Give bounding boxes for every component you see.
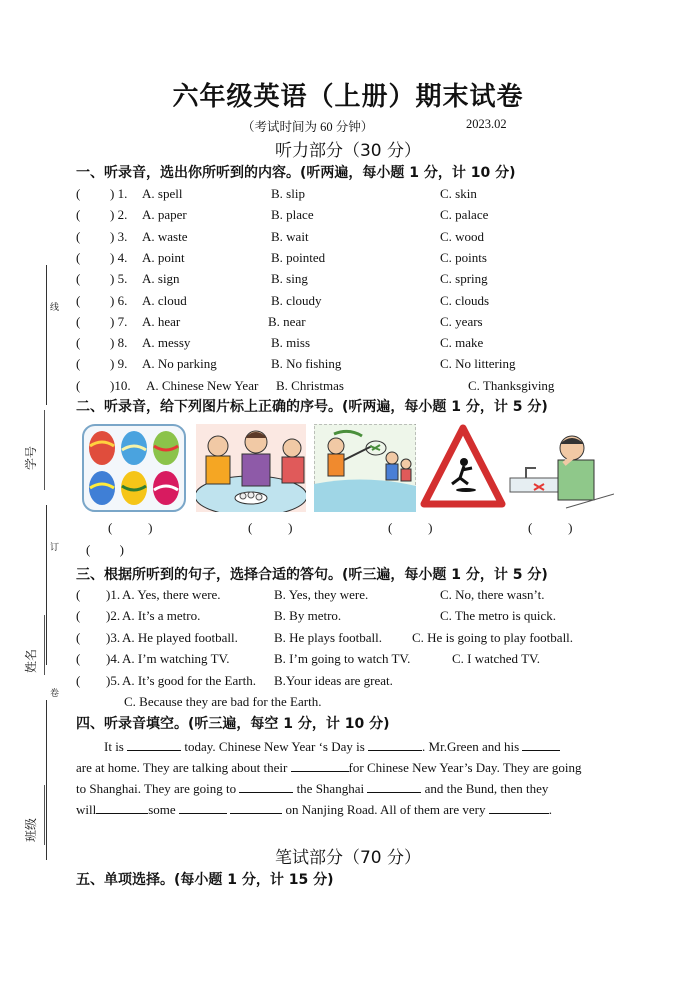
time-note: （考试时间为 60 分钟） (242, 120, 374, 134)
question-row (76, 587, 616, 608)
answer-paren[interactable]: ( (76, 271, 81, 287)
option-a[interactable]: A. No parking (142, 356, 217, 372)
question-number: )4. (106, 651, 121, 667)
option-a[interactable]: A. messy (142, 335, 191, 351)
option-c[interactable]: C. wood (440, 228, 485, 244)
option-a[interactable]: A. Yes, there were. (122, 587, 221, 602)
option-b[interactable]: B. He plays football. (274, 629, 382, 645)
answer-paren[interactable]: ( (76, 587, 81, 602)
question-number: )10. (110, 377, 131, 393)
section-4-passage: It is today. Chinese New Year ‘s Day is . Mr.Green and his are at home. They are talking about their for Chinese New Year’s Day. They are going to Shanghai. They are going to the Shanghai and the Bund, then they will some on Nanjing Road. All of them are very . (76, 739, 582, 817)
option-b[interactable]: B. pointed (271, 249, 326, 265)
option-c[interactable]: C. palace (440, 207, 489, 223)
option-c[interactable]: C. I watched TV. (452, 651, 540, 667)
option-c[interactable]: C. Thanksgiving (468, 377, 555, 393)
question-number: )5. (106, 672, 121, 688)
exam-date: 2023.02 (466, 117, 507, 131)
answer-paren[interactable]: ( (76, 313, 81, 329)
blank-2[interactable] (368, 738, 422, 751)
option-b[interactable]: B. wait (271, 228, 309, 244)
option-a[interactable]: A. sign (142, 271, 180, 287)
section-1-title: 一、听录音，选出你所听到的内容。(听两遍，每小题 1 分，计 10 分) (76, 165, 516, 181)
option-a[interactable]: A. It’s good for the Earth. (122, 672, 256, 688)
option-b[interactable]: B. Christmas (276, 377, 344, 393)
section-3-item-5-option-c: C. Because they are bad for the Earth. (124, 694, 322, 709)
question-number: ) 3. (110, 228, 128, 244)
answer-paren[interactable]: ( (76, 356, 81, 372)
blank-7[interactable] (96, 801, 148, 814)
binding-line (46, 700, 47, 860)
option-b[interactable]: B. By metro. (274, 608, 342, 624)
question-number: ) 6. (110, 292, 128, 308)
answer-paren[interactable]: ( (76, 292, 81, 308)
option-a[interactable]: A. He played football. (122, 629, 238, 645)
answer-paren[interactable]: ( (76, 228, 81, 244)
option-c[interactable]: C. years (440, 313, 483, 329)
option-b[interactable]: B. sing (271, 271, 308, 287)
question-row (76, 250, 616, 271)
option-c[interactable]: C. clouds (440, 292, 490, 308)
writing-part-title: 笔试部分（70 分） (274, 848, 422, 868)
binding-line (46, 505, 47, 665)
question-row (76, 335, 616, 356)
answer-paren-2[interactable]: ( ) (248, 520, 293, 535)
picture-boy-fishing (314, 424, 416, 512)
option-c[interactable]: C. make (440, 335, 484, 351)
question-row (76, 630, 616, 651)
answer-paren[interactable]: ( (76, 651, 81, 667)
option-b[interactable]: B.Your ideas are great. (274, 672, 393, 688)
question-number: ) 4. (110, 249, 128, 265)
blank-8[interactable] (179, 801, 227, 814)
question-row (76, 271, 616, 292)
question-number: ) 9. (110, 356, 128, 372)
answer-paren[interactable]: ( (76, 186, 81, 201)
option-b[interactable]: B. Yes, they were. (274, 587, 369, 602)
binding-line (46, 265, 47, 405)
picture-man-at-sink (506, 424, 614, 512)
option-b[interactable]: B. slip (271, 186, 305, 201)
question-row (76, 673, 616, 694)
answer-paren-5[interactable]: ( ) (86, 542, 124, 557)
answer-paren-1[interactable]: ( ) (108, 520, 153, 535)
option-a[interactable]: A. Chinese New Year (146, 377, 259, 393)
question-row (76, 207, 616, 228)
option-b[interactable]: B. miss (271, 335, 311, 351)
blank-5[interactable] (239, 780, 293, 793)
option-b[interactable]: B. place (271, 207, 314, 223)
question-number: ) 5. (110, 271, 128, 287)
answer-paren[interactable]: ( (76, 672, 81, 688)
section-2-title: 二、听录音，给下列图片标上正确的序号。(听两遍，每小题 1 分，计 5 分) (76, 399, 548, 415)
exam-title: 六年级英语（上册）期末试卷 (172, 82, 524, 112)
option-a[interactable]: A. cloud (142, 292, 187, 308)
answer-paren[interactable]: ( (76, 377, 81, 393)
picture-family-dumplings (196, 424, 306, 512)
section-5-title: 五、单项选择。(每小题 1 分，计 15 分) (76, 872, 334, 888)
answer-paren-3[interactable]: ( ) (388, 520, 433, 535)
question-number: ) 7. (110, 313, 128, 329)
name-label: 姓名 (24, 648, 38, 673)
name-line (44, 615, 45, 675)
question-number: )3. (106, 629, 121, 645)
answer-paren[interactable]: ( (76, 207, 81, 223)
option-c[interactable]: C. He is going to play football. (412, 629, 574, 645)
question-row (76, 293, 616, 314)
question-number: ) 1. (110, 186, 128, 201)
binding-mark-xian: 线 (50, 303, 60, 313)
class-label: 班级 (24, 817, 38, 842)
option-c[interactable]: C. spring (440, 271, 488, 287)
question-number: )1. (106, 587, 121, 602)
option-a[interactable]: A. hear (142, 313, 181, 329)
picture-easter-eggs (82, 424, 186, 512)
option-a[interactable]: A. point (142, 249, 185, 265)
option-c[interactable]: C. points (440, 249, 487, 265)
picture-warning-sign (420, 424, 506, 512)
question-row (76, 356, 616, 377)
blank-3[interactable] (522, 738, 560, 751)
question-row (76, 314, 616, 335)
option-a[interactable]: A. waste (142, 228, 188, 244)
question-row (76, 186, 616, 207)
blank-9[interactable] (230, 801, 282, 814)
question-number: ) 2. (110, 207, 128, 223)
question-row (76, 229, 616, 250)
student-id-label: 学号 (24, 445, 38, 470)
blank-10[interactable] (489, 801, 549, 814)
question-number: ) 8. (110, 335, 128, 351)
option-b[interactable]: B. No fishing (271, 356, 342, 372)
answer-paren[interactable]: ( (76, 249, 81, 265)
answer-paren[interactable]: ( (76, 335, 81, 351)
class-line (44, 785, 45, 845)
answer-paren-4[interactable]: ( ) (528, 520, 573, 535)
question-row (76, 651, 616, 672)
listening-part-title: 听力部分（30 分） (274, 141, 422, 161)
option-c[interactable]: C. skin (440, 186, 477, 201)
option-a[interactable]: A. spell (142, 186, 183, 201)
option-b[interactable]: B. I’m going to watch TV. (274, 651, 411, 667)
student-id-line (44, 410, 45, 490)
answer-paren[interactable]: ( (76, 608, 81, 624)
question-number: )2. (106, 608, 121, 624)
question-row (76, 608, 616, 629)
option-c[interactable]: C. The metro is quick. (440, 608, 557, 624)
option-c[interactable]: C. No littering (440, 356, 516, 372)
binding-mark-ding: 订 (50, 543, 60, 553)
blank-4[interactable] (291, 759, 349, 772)
option-a[interactable]: A. paper (142, 207, 187, 223)
option-a[interactable]: A. It’s a metro. (122, 608, 201, 624)
blank-1[interactable] (127, 738, 181, 751)
option-c[interactable]: C. No, there wasn’t. (440, 587, 545, 602)
option-a[interactable]: A. I’m watching TV. (122, 651, 230, 667)
section-3-title: 三、根据所听到的句子，选择合适的答句。(听三遍，每小题 1 分，计 5 分) (76, 567, 548, 583)
section-4-title: 四、听录音填空。(听三遍，每空 1 分，计 10 分) (76, 716, 390, 732)
option-b[interactable]: B. near (268, 313, 306, 329)
answer-paren[interactable]: ( (76, 629, 81, 645)
binding-mark-juan: 卷 (50, 689, 60, 699)
blank-6[interactable] (367, 780, 421, 793)
option-b[interactable]: B. cloudy (271, 292, 322, 308)
